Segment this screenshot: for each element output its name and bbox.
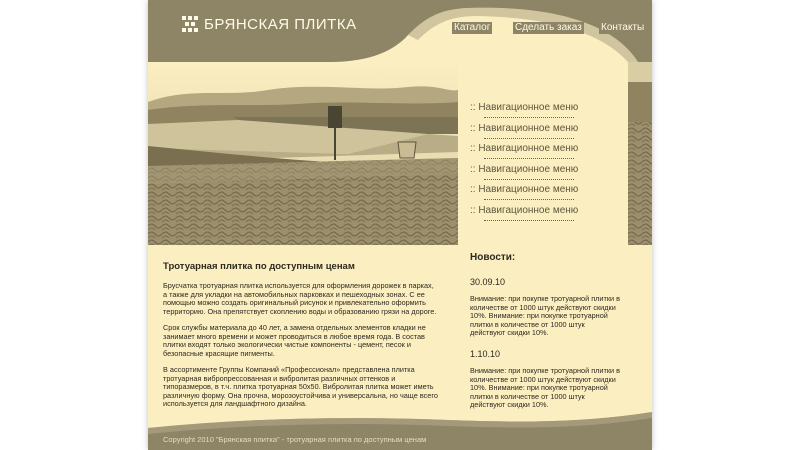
side-menu-item[interactable] — [470, 184, 620, 205]
page-title: Тротуарная плитка по доступным ценам — [163, 261, 355, 272]
page-container — [148, 0, 652, 450]
paving-photo — [148, 62, 458, 245]
nav-contacts-link[interactable]: Контакты — [601, 22, 645, 33]
side-menu-item[interactable] — [470, 102, 620, 123]
dotted-divider — [484, 158, 574, 159]
dotted-divider — [484, 117, 574, 118]
news-heading: Новости: — [470, 252, 516, 263]
side-menu-label[interactable]: :: Навигационное меню — [470, 143, 579, 155]
side-menu-item[interactable] — [470, 205, 620, 226]
nav-catalog-link[interactable]: Каталог — [454, 22, 491, 33]
dotted-divider — [484, 199, 574, 200]
news-date: 30.09.10 — [470, 277, 506, 287]
footer-copyright: Copyright 2010 "Брянская плитка" - тротуарная плитка по доступным ценам — [163, 435, 427, 444]
content-paragraph: Срок службы материала до 40 лет, а замена отдельных элементов кладки не занимает много времени и может проводиться в любое время года. В состав плитки входят только экологически чистые компоненты - цемент, песок и безопасные красящие пигменты. — [163, 323, 426, 358]
site-logo[interactable] — [182, 14, 357, 34]
content-paragraph: В ассортименте Группы Компаний «Профессионал» представлена плитка тротуарная вибропрессованная и вибролитая различных оттенков и типоразмеров, в т.ч. плитка тротуарная 50х50. Вибролитая плитка может иметь различную форму. Она прочна, морозоустойчива и универсальна, но чаще всего используется для ландшафтного дизайна. — [163, 365, 438, 409]
sidebar — [458, 62, 628, 450]
side-menu-item[interactable] — [470, 143, 620, 164]
content-paragraph: Брусчатка тротуарная плитка используется для оформления дорожек в парках, а также для укладки на автомобильных парковках и пешеходных зонах. С ее помощью можно создать оригинальный рисунок и привлекательно оформить территорию. Она препятствует скоплению воды и образованию грязи на дороге. — [163, 281, 437, 316]
nav-order-link[interactable]: Сделать заказ — [515, 22, 582, 33]
side-menu-label[interactable]: :: Навигационное меню — [470, 204, 579, 216]
side-menu-label[interactable]: :: Навигационное меню — [470, 122, 579, 134]
logo-text: БРЯНСКАЯ ПЛИТКА — [204, 15, 357, 33]
side-navigation-menu — [470, 102, 620, 226]
side-menu-item[interactable] — [470, 123, 620, 144]
side-menu-item[interactable] — [470, 164, 620, 185]
news-date: 1.10.10 — [470, 349, 501, 359]
news-text: Внимание: при покупке тротуарной плитки в количестве от 1000 штук действуют скидки 10%. Внимание: при покупке тротуарной плитки в количестве от 1000 штук действуют скидки 10%. — [470, 366, 621, 410]
dotted-divider — [484, 138, 574, 139]
side-menu-label[interactable]: :: Навигационное меню — [470, 163, 579, 175]
paving-photo-edge — [628, 62, 652, 245]
news-text: Внимание: при покупке тротуарной плитки в количестве от 1000 штук действуют скидки 10%. Внимание: при покупке тротуарной плитки в количестве от 1000 штук действуют скидки 10%. — [470, 294, 621, 338]
side-menu-label[interactable]: :: Навигационное меню — [470, 102, 579, 113]
dotted-divider — [484, 220, 574, 221]
side-menu-label[interactable]: :: Навигационное меню — [470, 184, 579, 196]
tile-logo-icon — [182, 16, 198, 32]
dotted-divider — [484, 179, 574, 180]
